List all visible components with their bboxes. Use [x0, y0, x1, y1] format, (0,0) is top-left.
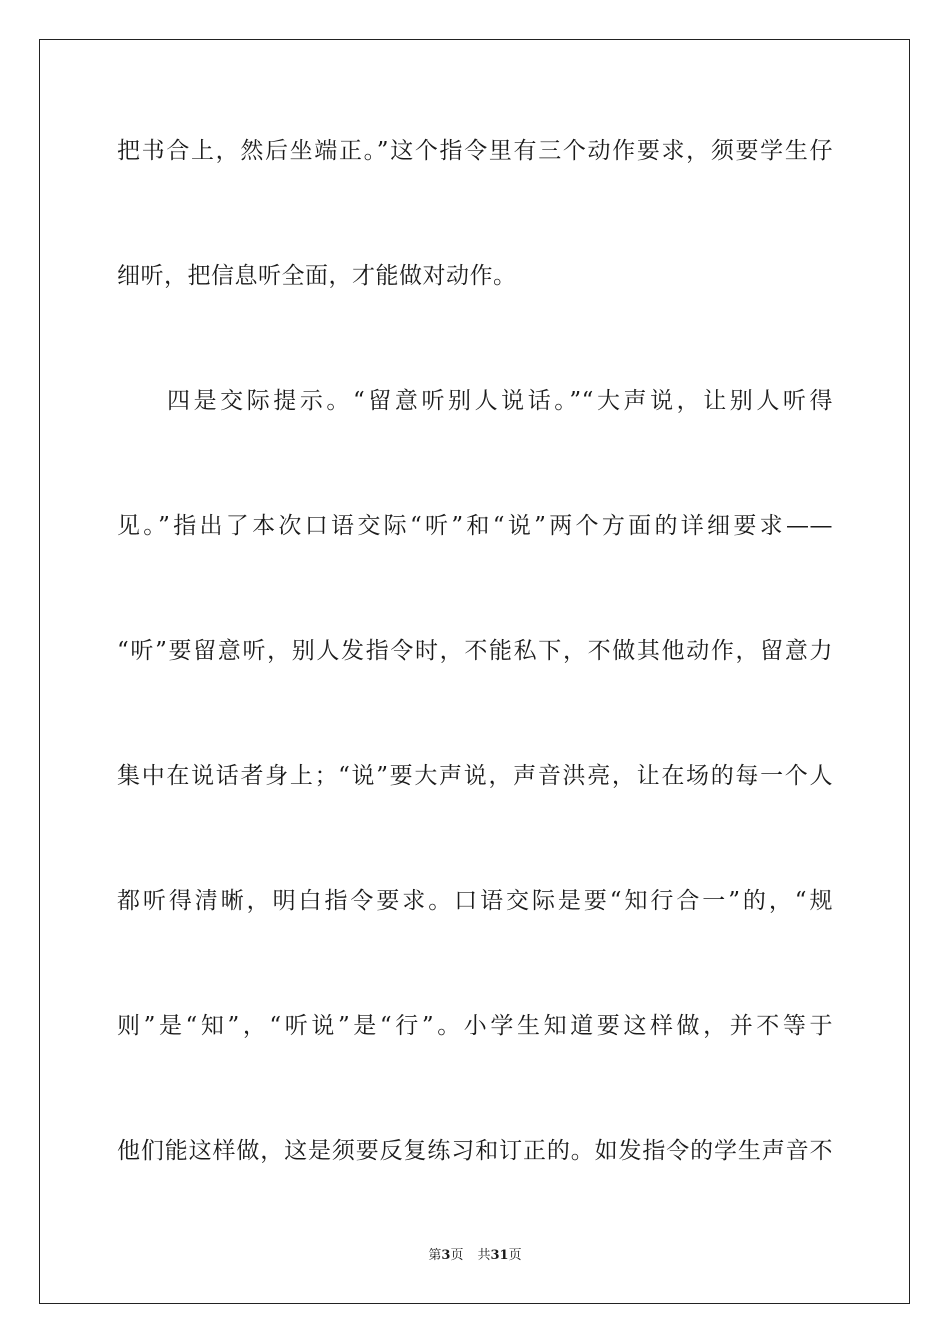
footer-page-prefix: 第: [428, 1248, 442, 1263]
text-line-8: 则”是“知”，“听说”是“行”。小学生知道要这样做，并不等于: [117, 1013, 833, 1039]
footer-total-suffix: 页: [508, 1248, 522, 1263]
text-line-5: “听”要留意听，别人发指令时，不能私下，不做其他动作，留意力: [117, 638, 833, 664]
text-line-3: 四是交际提示。“留意听别人说话。”“大声说，让别人听得: [167, 388, 833, 414]
text-line-7: 都听得清晰，明白指令要求。口语交际是要“知行合一”的，“规: [117, 888, 833, 914]
footer-total-pages: 31: [490, 1248, 509, 1263]
text-line-6: 集中在说话者身上；“说”要大声说，声音洪亮，让在场的每一个人: [117, 763, 833, 789]
text-line-4: 见。”指出了本次口语交际“听”和“说”两个方面的详细要求——: [117, 513, 833, 539]
text-line-1: 把书合上，然后坐端正。”这个指令里有三个动作要求，须要学生仔: [117, 138, 833, 164]
footer-page-suffix: 页: [450, 1248, 464, 1263]
footer-page-number: 3: [441, 1248, 451, 1263]
footer-total-prefix: 共: [477, 1248, 491, 1263]
text-line-9: 他们能这样做，这是须要反复练习和订正的。如发指令的学生声音不: [117, 1138, 833, 1164]
text-line-2: 细听，把信息听全面，才能做对动作。: [117, 263, 517, 289]
page-footer: [0, 1247, 950, 1265]
page-border: [39, 39, 910, 1304]
